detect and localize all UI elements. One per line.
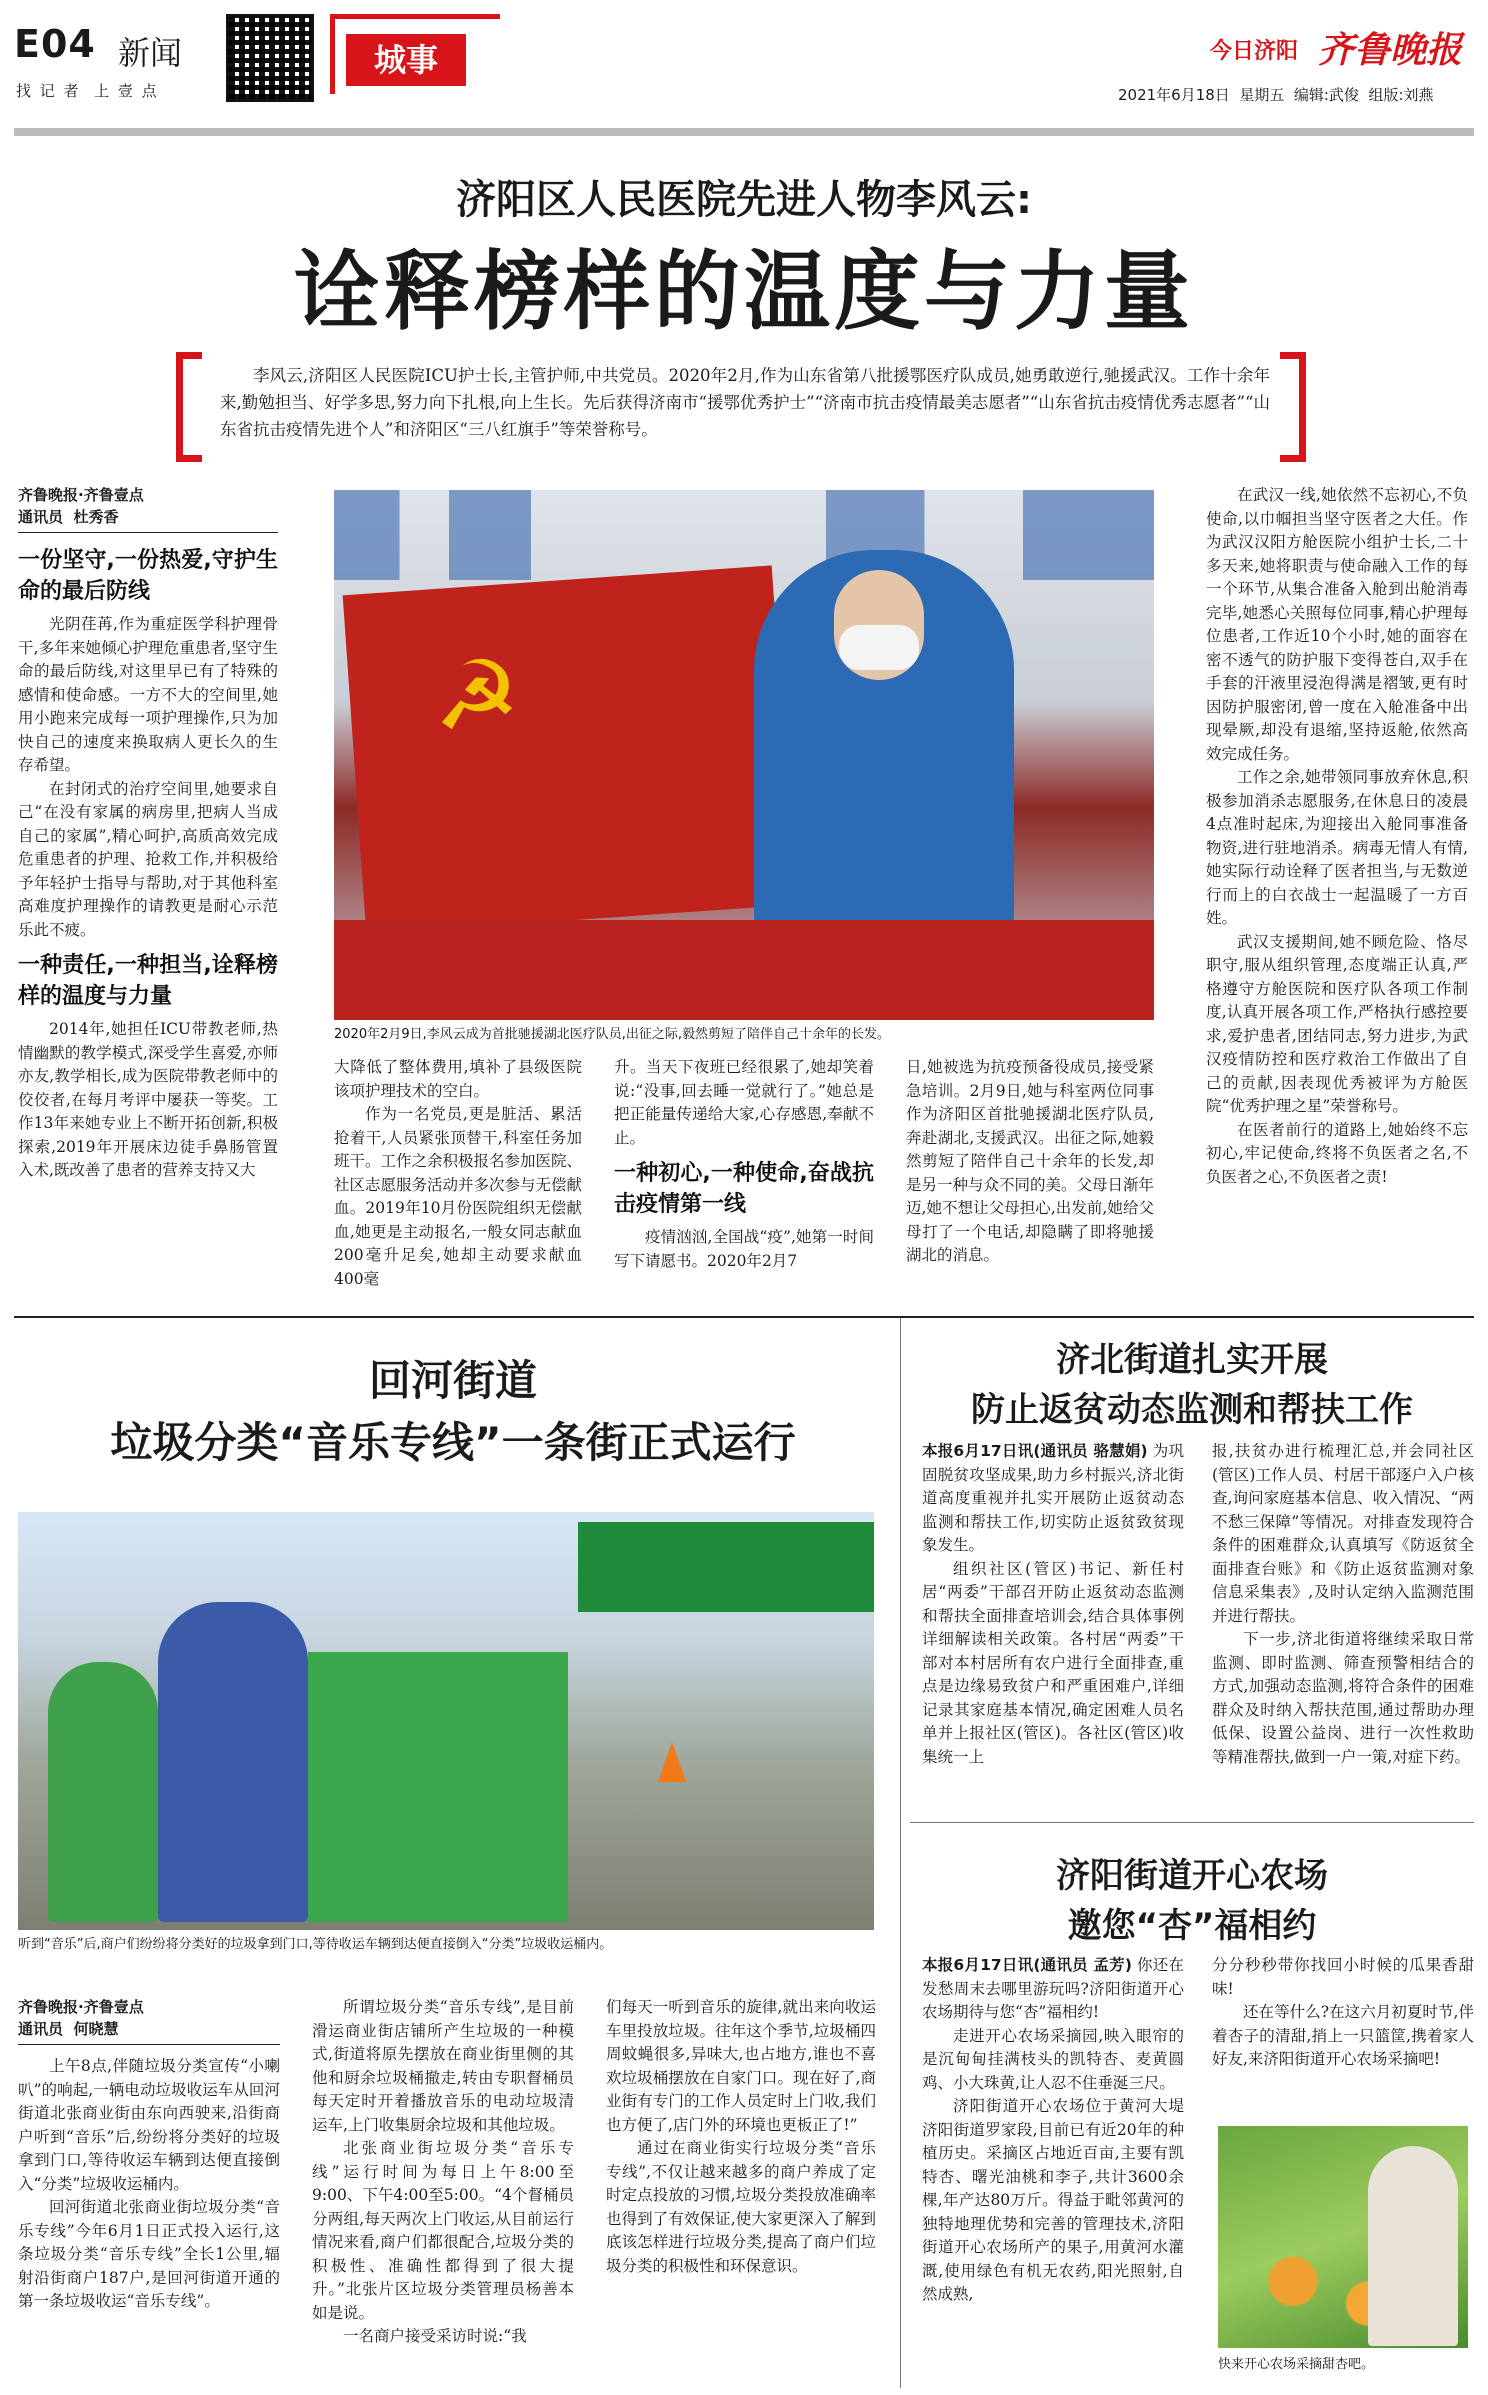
story3-column-2	[1212, 1440, 1474, 1769]
lead-summary: 李风云,济阳区人民医院ICU护士长,主管护师,中共党员。2020年2月,作为山东省第八批援鄂医疗队成员,她勇敢逆行,驰援武汉。工作十余年来,勤勉担当、好学多思,努力向下扎根,向上生长。先后获得济南市“援鄂优秀护士”“济南市抗击疫情最美志愿者”“山东省抗击疫情优秀志愿者”“山东省抗击疫情先进个人”和济阳区“三八红旗手”等荣誉称号。	[220, 366, 1270, 439]
lead-column-3	[614, 1056, 874, 1273]
lead-subhead-1: 一份坚守,一份热爱,守护生命的最后防线	[18, 548, 278, 604]
summary-bracket-right	[1280, 352, 1306, 462]
story2-paragraph: 一名商户接受采访时说:“我	[343, 2327, 527, 2345]
story3-lead-tag: 本报6月17日讯(通讯员 骆慧娟)	[922, 1442, 1148, 1460]
story2-photo-caption: 听到“音乐”后,商户们纷纷将分类好的垃圾拿到门口,等待收运车辆到达便直接倒入“分类”垃圾收运桶内。	[18, 1937, 613, 1952]
story4-paragraph	[922, 1954, 1184, 2025]
story2-column-3	[606, 1996, 876, 2278]
lead-paragraph: 在封闭式的治疗空间里,她要求自己“在没有家属的病房里,把病人当成自己的家属”,精心呵护,高质高效完成危重患者的护理、抢救工作,并积极给予年轻护士指导与帮助,对于其他科室高难度护理操作的请教更是耐心示范乐此不疲。	[18, 779, 278, 939]
summary-bracket-left	[176, 352, 202, 462]
section-badge[interactable]: 城事	[346, 34, 466, 86]
lead-byline-1: 齐鲁晚报·齐鲁壹点	[18, 486, 144, 504]
story3-text: 为巩固脱贫攻坚成果,助力乡村振兴,济北街道高度重视并扎实开展防止返贫动态监测和帮扶工作,切实防止返贫致贫现象发生。	[922, 1442, 1184, 1554]
story2-paragraph: 上午8点,伴随垃圾分类宣传“小喇叭”的响起,一辆电动垃圾收运车从回河街道北张商业街由东向西驶来,沿街商户听到“音乐”后,纷纷将分类好的垃圾拿到门口,等待收运车辆到达便直接倒入“分类”垃圾收运桶内。	[18, 2057, 280, 2193]
lead-kicker: 济阳区人民医院先进人物李风云:	[456, 177, 1032, 223]
story4-paragraph: 济阳街道开心农场位于黄河大堤济阳街道罗家段,目前已有近20年的种植历史。采摘区占地近百亩,主要有凯特杏、曙光油桃和李子,共计3600余棵,年产达80万斤。得益于毗邻黄河的独特地理优势和完善的管理技术,济阳街道开心农场所产的果子,用黄河水灌溉,使用绿色有机无农药,阳光照射,自然成熟,	[922, 2097, 1184, 2303]
story2-paragraph: 们每天一听到音乐的旋律,就出来向收运车里投放垃圾。往年这个季节,垃圾桶四周蚊蝇很多,异味大,也占地方,谁也不喜欢垃圾桶摆放在自家门口。现在好了,商业街有专门的工作人员定时上门收,我们也方便了,店门外的环境也更板正了!”	[606, 1998, 876, 2134]
story2-title-1: 回河街道	[368, 1356, 537, 1405]
lead-subhead-3: 一种初心,一种使命,奋战抗击疫情第一线	[614, 1161, 874, 1217]
story4-column-2	[1212, 1954, 1474, 2072]
story2-paragraph: 北张商业街垃圾分类“音乐专线”运行时间为每日上午8:00至9:00、下午4:00至5:00。“4个督桶员分两组,每天两次上门收运,从目前运行情况来看,商户们都很配合,垃圾分类的积极性、准确性都得到了很大提升。”北张片区垃圾分类管理员杨善本如是说。	[312, 2139, 574, 2322]
story4-text: 你还在发愁周末去哪里游玩吗?济阳街道开心农场期待与您“杏”福相约!	[922, 1956, 1184, 2021]
story2-paragraph: 通过在商业街实行垃圾分类“音乐专线”,不仅让越来越多的商户养成了定时定点投放的习惯,垃圾分类投放准确率也得到了有效保证,使大家更深入了解到底该怎样进行垃圾分类,提高了商户们垃圾分类的积极性和环保意识。	[606, 2139, 876, 2275]
story4-photo-caption: 快来开心农场采摘甜杏吧。	[1218, 2357, 1375, 2372]
story2-title-2: 垃圾分类“音乐专线”一条街正式运行	[110, 1418, 796, 1467]
lead-photo[interactable]	[334, 490, 1154, 1020]
story4-title-1: 济阳街道开心农场	[1056, 1856, 1328, 1896]
lead-paragraph: 武汉支援期间,她不顾危险、恪尽职守,服从组织管理,态度端正认真,严格遵守方舱医院和医疗队各项工作制度,认真开展各项工作,严格执行感控要求,爱护患者,团结同志,努力进步,为武汉疫情防控和医疗救治工作做出了自己的贡献,因表现优秀被评为方舱医院“优秀护理之星”荣誉称号。	[1206, 932, 1468, 1115]
masthead-rule	[14, 128, 1474, 136]
lead-paragraph: 日,她被选为抗疫预备役成员,接受紧急培训。2月9日,她与科室两位同事作为济阳区首批驰援湖北医疗队员,奔赴湖北,支援武汉。出征之际,她毅然剪短了陪伴自己十余年的长发,却是另一种与众不同的美。父母日渐年迈,她不想让父母担心,出发前,她给父母打了一个电话,却隐瞒了即将驰援湖北的消息。	[906, 1058, 1155, 1264]
lead-photo-caption: 2020年2月9日,李风云成为首批驰援湖北医疗队员,出征之际,毅然剪短了陪伴自己十余年的长发。	[334, 1027, 891, 1042]
story2-paragraph: 所谓垃圾分类“音乐专线”,是目前滑运商业街店铺所产生垃圾的一种模式,街道将原先摆放在商业街里侧的其他和厨余垃圾桶撤走,转由专职督桶员每天定时开着播放音乐的电动垃圾清运车,上门收集厨余垃圾和其他垃圾。	[312, 1998, 574, 2134]
story3-title-2: 防止返贫动态监测和帮扶工作	[971, 1390, 1413, 1430]
section-name: 新闻	[118, 34, 183, 72]
story3-paragraph	[922, 1440, 1184, 1558]
section-divider	[14, 1316, 1474, 1318]
worker-right	[158, 1602, 308, 1922]
lead-paragraph: 在医者前行的道路上,她始终不忘初心,牢记使命,终将不负医者之名,不负医者之心,不负医者之责!	[1206, 1120, 1468, 1186]
lead-paragraph: 疫情汹汹,全国战“疫”,她第一时间写下请愿书。2020年2月7	[614, 1228, 874, 1270]
story3-paragraph: 组织社区(管区)书记、新任村居“两委”干部召开防止返贫动态监测和帮扶全面排查培训会,结合具体事例详细解读相关政策。各村居“两委”干部对本村居所有农户进行全面排查,重点是边缘易致贫户和严重困难户,详细记录其家庭基本情况,确定困难人员名单并上报社区(管区)。各社区(管区)收集统一上	[922, 1559, 1184, 1766]
flag-shape	[343, 565, 796, 934]
story4-photo[interactable]	[1218, 2126, 1468, 2348]
lead-column-1	[18, 484, 278, 1183]
green-bin	[308, 1652, 568, 1922]
masthead-meta: 2021年6月18日 星期五 编辑:武俊 组版:刘燕	[1118, 86, 1434, 104]
mask-shape	[839, 625, 919, 670]
lead-paragraph: 工作之余,她带领同事放弃休息,积极参加消杀志愿服务,在休息日的凌晨4点准时起床,为迎接出入舱同事准备物资,进行驻地消杀。病毒无情人有情,她实际行动诠释了医者担当,与无数逆行而上的白衣战士一起温暖了一方百姓。	[1206, 768, 1468, 927]
story3-paragraph: 报,扶贫办进行梳理汇总,并会同社区(管区)工作人员、村居干部逐户入户核查,询问家庭基本信息、收入情况、“两不愁三保障”等情况。对排查发现符合条件的困难群众,认真填写《防返贫全面排查台账》和《防止返贫监测对象信息采集表》,及时认定纳入监测范围并进行帮扶。	[1212, 1442, 1474, 1625]
worker-left	[48, 1662, 158, 1922]
story4-paragraph: 还在等什么?在这六月初夏时节,伴着杏子的清甜,捎上一只篮筐,携着家人好友,来济阳街道开心农场采摘吧!	[1212, 2003, 1474, 2068]
figure-group	[334, 490, 1154, 580]
page-number: E04	[14, 22, 96, 66]
brand-small: 今日济阳	[1210, 39, 1299, 64]
qr-code[interactable]	[226, 14, 314, 102]
story2-paragraph: 回河街道北张商业街垃圾分类“音乐专线”今年6月1日正式投入运行,这条垃圾分类“音乐专线”全长1公里,辐射沿街商户187户,是回河街道开通的第一条垃圾收运“音乐专线”。	[18, 2198, 280, 2310]
story2-column-1	[18, 1996, 280, 2314]
traffic-cone	[658, 1742, 686, 1782]
hammer-sickle-icon: ☭	[434, 640, 521, 752]
lead-title: 诠释榜样的温度与力量	[294, 242, 1194, 342]
lead-paragraph: 在武汉一线,她依然不忘初心,不负使命,以巾帼担当坚守医者之大任。作为武汉汉阳方舱医院小组护士长,二十多天来,她将职责与使命融入工作的每一个环节,从集合准备入舱到出舱消毒完毕,她悉心关照每位同事,精心护理每位患者,工作近10个小时,她的面容在密不透气的防护服下变得苍白,双手在手套的汗液里浸泡得满是褶皱,更有时因防护服密闭,曾一度在入舱准备中出现晕厥,却没有退缩,坚持返舱,依然高效完成任务。	[1206, 486, 1468, 763]
lead-paragraph: 大降低了整体费用,填补了县级医院该项护理技术的空白。	[334, 1058, 582, 1100]
lead-column-2	[334, 1056, 582, 1291]
story3-divider	[910, 1822, 1474, 1823]
story4-column-1	[922, 1954, 1184, 2307]
woman-figure	[1368, 2146, 1458, 2346]
story4-paragraph: 分分秒秒带你找回小时候的瓜果香甜味!	[1212, 1956, 1474, 1998]
story2-byline-2: 通讯员 何晓慧	[18, 2018, 280, 2045]
lead-column-5	[1206, 484, 1468, 1189]
lead-paragraph: 作为一名党员,更是脏活、累活抢着干,人员紧张顶替干,科室任务加班干。工作之余积极报名参加医院、社区志愿服务活动并多次参与无偿献血。2019年10月份医院组织无偿献血,她更是主动报名,一般女同志献血200毫升足矣,她却主动要求献血400毫	[334, 1105, 583, 1288]
lead-paragraph: 升。当天下夜班已经很累了,她却笑着说:“没事,回去睡一觉就行了。”她总是把正能量传递给大家,心存感恩,奉献不止。	[614, 1058, 874, 1147]
masthead-tagline: 找 记 者 上 壹 点	[16, 82, 159, 100]
red-carpet	[334, 920, 1154, 1020]
story4-lead-tag: 本报6月17日讯(通讯员 孟芳)	[922, 1956, 1132, 1974]
brand-logo: 齐鲁晚报	[1318, 29, 1463, 71]
lead-column-4	[906, 1056, 1154, 1268]
story2-photo[interactable]	[18, 1512, 874, 1930]
story3-title-1: 济北街道扎实开展	[1056, 1340, 1328, 1380]
shop-sign	[578, 1522, 874, 1612]
story3-paragraph: 下一步,济北街道将继续采取日常监测、即时监测、筛查预警相结合的方式,加强动态监测,将符合条件的困难群众及时纳入帮扶范围,通过帮助办理低保、设置公益岗、进行一次性救助等精准帮扶,做到一户一策,对症下药。	[1212, 1630, 1474, 1766]
story4-paragraph: 走进开心农场采摘园,映入眼帘的是沉甸甸挂满枝头的凯特杏、麦黄圆鸡、小大珠黄,让人忍不住垂涎三尺。	[922, 2026, 1184, 2092]
lead-paragraph: 光阴荏苒,作为重症医学科护理骨干,多年来她倾心护理危重患者,坚守生命的最后防线,对这里早已有了特殊的感情和使命感。一方不大的空间里,她用小跑来完成每一项护理操作,只为加快自己的速度来换取病人更长久的生存希望。	[18, 615, 278, 774]
lead-subhead-2: 一种责任,一种担当,诠释榜样的温度与力量	[18, 953, 278, 1009]
lead-paragraph: 2014年,她担任ICU带教老师,热情幽默的教学模式,深受学生喜爱,亦师亦友,教学相长,成为医院带教老师中的佼佼者,在每月考评中屡获一等奖。工作13年来她专业上不断开拓创新,积极探索,2019年开展床边徒手鼻肠管置入术,既改善了患者的营养支持又大	[18, 1020, 278, 1179]
story4-title-2: 邀您“杏”福相约	[1067, 1906, 1317, 1946]
column-divider	[900, 1318, 901, 2388]
story3-column-1	[922, 1440, 1184, 1769]
story2-byline-1: 齐鲁晚报·齐鲁壹点	[18, 1998, 144, 2016]
lead-byline-2: 通讯员 杜秀香	[18, 506, 278, 533]
story2-column-2	[312, 1996, 574, 2349]
